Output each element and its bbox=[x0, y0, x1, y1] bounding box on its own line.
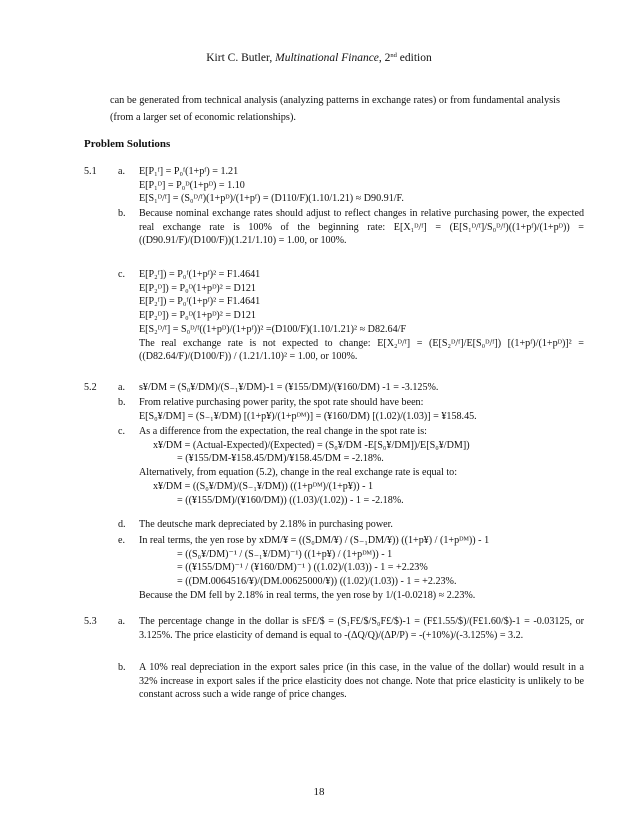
equation-line: = ((¥155/DM)/(¥160/DM)) ((1.03)/(1.02)) - 1 = -2.18%. bbox=[177, 494, 404, 506]
intro-paragraph: can be generated from technical analysis (analyzing patterns in exchange rates) or from fundamental analysis (from a larger set of economic relationships). bbox=[110, 95, 560, 123]
section-heading: Problem Solutions bbox=[84, 138, 171, 150]
problem-number: 5.2 bbox=[84, 382, 97, 393]
text-line: Alternatively, from equation (5.2), change in the real exchange rate is equal to: bbox=[139, 467, 458, 479]
text-line: From relative purchasing power parity, the spot rate should have been: bbox=[139, 397, 424, 408]
problem-number: 5.1 bbox=[84, 166, 97, 177]
problem-number: 5.3 bbox=[84, 616, 97, 627]
equation-line: E[P₂ᴰ]) = P₀ᴰ(1+pᴰ)² = D121 bbox=[139, 282, 256, 294]
text-line: The deutsche mark depreciated by 2.18% in purchasing power. bbox=[139, 519, 393, 530]
paragraph: A 10% real depreciation in the export sales price (in this case, in the value of the dollar) would result in a 32% increase in export sales if the price elasticity does not change. Note that price elasticity is unlikely to be constant across such a wide range of price changes. bbox=[139, 662, 584, 701]
header-book-title: Multinational Finance bbox=[275, 52, 379, 64]
equation-line: E[P₂ᶠ]) = P₀ᶠ(1+pᶠ)² = F1.4641 bbox=[139, 269, 261, 280]
running-header: Kirt C. Butler, Multinational Finance, 2nd edition bbox=[206, 52, 432, 64]
equation-line: = ((¥155/DM)⁻¹ / (¥160/DM)⁻¹ ) ((1.02)/(1.03)) - 1 = +2.23% bbox=[177, 562, 428, 574]
page-number: 18 bbox=[313, 786, 325, 798]
document-page: Kirt C. Butler, Multinational Finance, 2nd edition can be generated from technical analysis (analyzing patterns in exchange rates) or from fundamental analysis (from a larger set of economic relationships). Problem Solutions 5.1 a. E[P₁ᶠ] = P₀ᶠ(1+pᶠ) = 1.21 E[P₁ᴰ] = P₀ᴰ(1+pᴰ) = 1.10 E[S₁ᴰ/ᶠ] = (S₀ᴰ/ᶠ)(1+pᴰ)/(1+pᶠ) = (D110/F)(1.10/1.21) ≈ D90.91/F. b. Because nominal exchange rates should adjust to reflect changes in relative purchasing power, the expected real exchange rate is 100% of the beginning rate: E[X₁ᴰ/ᶠ] = (E[S₁ᴰ/ᶠ]/S₀ᴰ/ᶠ)((1+pᶠ)/(1+pᴰ)) = ((D90.91/F)/(D100/F))(1.21/1.10) = 1.00, or 100%. c. E[P₂ᶠ]) = P₀ᶠ(1+pᶠ)² = F1.4641 E[P₂ᴰ]) = P₀ᴰ(1+pᴰ)² = D121 E[P₂ᶠ]) = P₀ᶠ(1+pᶠ)² = F1.4641 E[P₂ᴰ]) = P₀ᴰ(1+pᴰ)² = D121 E[S₂ᴰ/ᶠ] = S₀ᴰ/ᶠ((1+pᴰ)/(1+pᶠ))² =(D100/F)(1.10/1.21)² ≈ D82.64/F The real exchange rate is not expected to change: E[X₂ᴰ/ᶠ] = (E[S₂ᴰ/ᶠ]/E[S₀ᴰ/ᶠ]) [(1+pᶠ)/(1+pᴰ)]² = ((D82.64/F)/(D100/F)) / (1.21/1.10)² = 1.00, or 100%. 5.2 a. s¥/DM = (S₀¥/DM)/(S₋₁¥/DM)-1 = (¥155/DM)/(¥160/DM) -1 = -3.125%. b. From relative purchasing power parity, the spot rate should have been: E[S₀¥/DM] = (S₋₁¥/DM) [(1+p¥)/(1+pᴰᴹ)] = (¥160/DM) [(1.02)/(1.03)] = ¥158.45. c. As a difference from the expectation, the real change in the spot rate is: x¥/DM = (Actual-Expected)/(Expected) = (S₀¥/DM -E[S₀¥/DM])/E[S₀¥/DM]) = (¥155/DM-¥158.45/DM)/¥158.45/DM = -2.18%. Alternatively, from equation (5.2), change in the real exchange rate is equal to: x¥/DM = ((S₀¥/DM)/(S₋₁¥/DM)) ((1+pᴰᴹ)/(1+p¥)) - 1 = ((¥155/DM)/(¥160/DM)) ((1.03)/(1.02)) - 1 = -2.18%. d. The deutsche mark depreciated by 2.18% in purchasing power. e. In real terms, the yen rose by xDM/¥ = ((S₀DM/¥) / (S₋₁DM/¥)) ((1+p¥) / (1+pᴰᴹ)) - 1 = ((S₀¥/DM)⁻¹ / (S₋₁¥/DM)⁻¹) ((1+p¥) / (1+pᴰᴹ)) - 1 = ((¥155/DM)⁻¹ / (¥160/DM)⁻¹ ) ((1.02)/(1.03)) - 1 = +2.23% = ((DM.0064516/¥)/(DM.00625000/¥)) ((1.02)/(1.03)) - 1 = +2.23%. Because the DM fell by 2.18% in real terms, the yen rose by 1/(1-0.0218) ≈ 2.23%. 5.3 a. The percentage change in the dollar is sF£/$ = (S₁F£/$/S₀F£/$)-1 = (F£1.55/$)/(F£1.60/$)-1 = -0.03125, or 3.125%. The price elasticity of demand is equal to -(ΔQ/Q)/(ΔP/P) = -(+10%)/(-3.125%) = 3.2. b. A 10% real depreciation in the export sales price (in this case, in the value of the dollar) would result in a 32% increase in export sales if the price elasticity does not change. Note that price elasticity is unlikely to be constant across such a wide range of price changes. 18 bbox=[0, 0, 638, 826]
text-line: As a difference from the expectation, the real change in the spot rate is: bbox=[139, 426, 427, 437]
equation-line: In real terms, the yen rose by xDM/¥ = ((S₀DM/¥) / (S₋₁DM/¥)) ((1+p¥) / (1+pᴰᴹ)) - 1 bbox=[139, 535, 490, 546]
equation-line: E[P₂ᶠ]) = P₀ᶠ(1+pᶠ)² = F1.4641 bbox=[139, 296, 261, 308]
equation-line: x¥/DM = (Actual-Expected)/(Expected) = (S₀¥/DM -E[S₀¥/DM])/E[S₀¥/DM]) bbox=[153, 439, 470, 451]
equation-line: E[S₂ᴰ/ᶠ] = S₀ᴰ/ᶠ((1+pᴰ)/(1+pᶠ))² =(D100/F)(1.10/1.21)² ≈ D82.64/F bbox=[139, 323, 407, 335]
header-author: Kirt C. Butler, bbox=[206, 52, 273, 64]
equation-line: E[S₀¥/DM] = (S₋₁¥/DM) [(1+p¥)/(1+pᴰᴹ)] = (¥160/DM) [(1.02)/(1.03)] = ¥158.45. bbox=[139, 410, 477, 422]
equation-line: = ((S₀¥/DM)⁻¹ / (S₋₁¥/DM)⁻¹) ((1+p¥) / (1+pᴰᴹ)) - 1 bbox=[177, 548, 393, 560]
equation-line: x¥/DM = ((S₀¥/DM)/(S₋₁¥/DM)) ((1+pᴰᴹ)/(1+p¥)) - 1 bbox=[153, 480, 374, 492]
equation-line: s¥/DM = (S₀¥/DM)/(S₋₁¥/DM)-1 = (¥155/DM)/(¥160/DM) -1 = -3.125%. bbox=[139, 382, 439, 393]
paragraph: The real exchange rate is not expected to change: E[X₂ᴰ/ᶠ] = (E[S₂ᴰ/ᶠ]/E[S₀ᴰ/ᶠ]) [(1+pᶠ)/(1+pᴰ)]² = ((D82.64/F)/(D100/F)) / (1.21/1.10)² = 1.00, or 100%. bbox=[139, 337, 584, 363]
equation-line: = (¥155/DM-¥158.45/DM)/¥158.45/DM = -2.18%. bbox=[177, 453, 384, 465]
paragraph: The percentage change in the dollar is sF£/$ = (S₁F£/$/S₀F£/$)-1 = (F£1.55/$)/(F£1.60/$)-1 = -0.03125, or 3.125%. The price elasticity of demand is equal to -(ΔQ/Q)/(ΔP/P) = -(+10%)/(-3.125%) = 3.2. bbox=[139, 616, 584, 641]
paragraph: Because nominal exchange rates should adjust to reflect changes in relative purchasing power, the expected real exchange rate is 100% of the beginning rate: E[X₁ᴰ/ᶠ] = (E[S₁ᴰ/ᶠ]/S₀ᴰ/ᶠ)((1+pᶠ)/(1+pᴰ)) = ((D90.91/F)/(D100/F))(1.21/1.10) = 1.00, or 100%. bbox=[139, 208, 584, 247]
equation-line: = ((DM.0064516/¥)/(DM.00625000/¥)) ((1.02)/(1.03)) - 1 = +2.23%. bbox=[177, 576, 457, 588]
equation-line: E[P₂ᴰ]) = P₀ᴰ(1+pᴰ)² = D121 bbox=[139, 310, 256, 322]
equation-line: E[P₁ᶠ] = P₀ᶠ(1+pᶠ) = 1.21 bbox=[139, 166, 239, 177]
equation-line: E[S₁ᴰ/ᶠ] = (S₀ᴰ/ᶠ)(1+pᴰ)/(1+pᶠ) = (D110/F)(1.10/1.21) ≈ D90.91/F. bbox=[139, 193, 404, 205]
text-line: Because the DM fell by 2.18% in real terms, the yen rose by 1/(1-0.0218) ≈ 2.23%. bbox=[139, 589, 476, 601]
equation-line: E[P₁ᴰ] = P₀ᴰ(1+pᴰ) = 1.10 bbox=[139, 179, 245, 191]
